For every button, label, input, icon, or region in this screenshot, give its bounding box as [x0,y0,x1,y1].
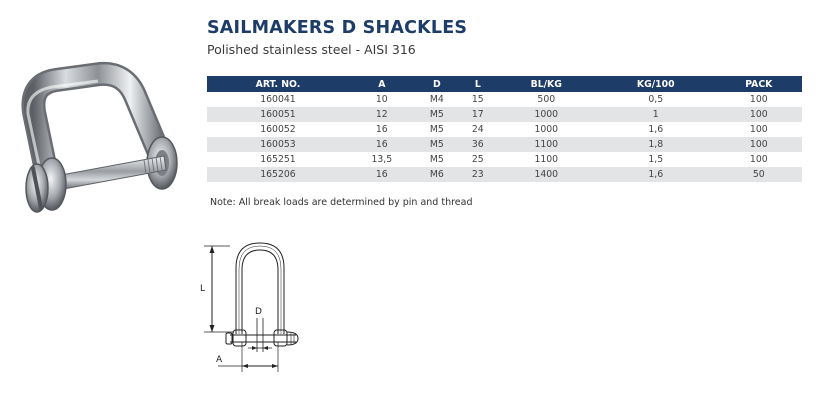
cell-d: M5 [415,152,459,167]
cell-a: 16 [349,137,415,152]
dimension-diagram [200,238,310,378]
diagram-label-d: D [255,307,262,317]
cell-a: 12 [349,107,415,122]
col-header-l: L [459,76,497,92]
cell-a: 10 [349,92,415,107]
spec-table [207,76,802,182]
col-header-pack: PACK [716,76,802,92]
cell-art-no: 165206 [207,167,349,182]
cell-bl-kg: 1000 [497,122,596,137]
break-load-note: Note: All break loads are determined by pin and thread [210,197,473,208]
col-header-bl-kg: BL/KG [497,76,596,92]
cell-bl-kg: 1000 [497,107,596,122]
cell-kg-100: 1,8 [596,137,716,152]
cell-bl-kg: 500 [497,92,596,107]
cell-d: M6 [415,167,459,182]
cell-d: M5 [415,107,459,122]
cell-kg-100: 0,5 [596,92,716,107]
product-subtitle: Polished stainless steel - AISI 316 [207,42,416,57]
cell-pack: 100 [716,122,802,137]
cell-a: 13,5 [349,152,415,167]
diagram-label-l: L [200,284,206,294]
cell-art-no: 160051 [207,107,349,122]
cell-pack: 50 [716,167,802,182]
table-row [207,152,802,167]
cell-art-no: 160053 [207,137,349,152]
cell-a: 16 [349,167,415,182]
cell-a: 16 [349,122,415,137]
diagram-label-a: A [216,355,223,365]
cell-d: M5 [415,122,459,137]
cell-d: M4 [415,92,459,107]
table-header-row [207,76,802,92]
cell-pack: 100 [716,107,802,122]
cell-l: 24 [459,122,497,137]
product-title: SAILMAKERS D SHACKLES [207,18,468,38]
table-row [207,167,802,182]
table-row [207,107,802,122]
cell-art-no: 160041 [207,92,349,107]
table-row [207,137,802,152]
cell-kg-100: 1,6 [596,122,716,137]
cell-l: 25 [459,152,497,167]
cell-kg-100: 1,6 [596,167,716,182]
col-header-a: A [349,76,415,92]
cell-pack: 100 [716,137,802,152]
cell-bl-kg: 1100 [497,137,596,152]
cell-art-no: 160052 [207,122,349,137]
cell-l: 15 [459,92,497,107]
cell-l: 17 [459,107,497,122]
cell-d: M5 [415,137,459,152]
cell-bl-kg: 1100 [497,152,596,167]
cell-kg-100: 1,5 [596,152,716,167]
col-header-art-no: ART. NO. [207,76,349,92]
table-row [207,122,802,137]
cell-pack: 100 [716,152,802,167]
shackle-photo [4,60,184,220]
cell-art-no: 165251 [207,152,349,167]
cell-bl-kg: 1400 [497,167,596,182]
table-row [207,92,802,107]
col-header-d: D [415,76,459,92]
cell-pack: 100 [716,92,802,107]
col-header-kg-100: KG/100 [596,76,716,92]
cell-l: 36 [459,137,497,152]
cell-l: 23 [459,167,497,182]
cell-kg-100: 1 [596,107,716,122]
